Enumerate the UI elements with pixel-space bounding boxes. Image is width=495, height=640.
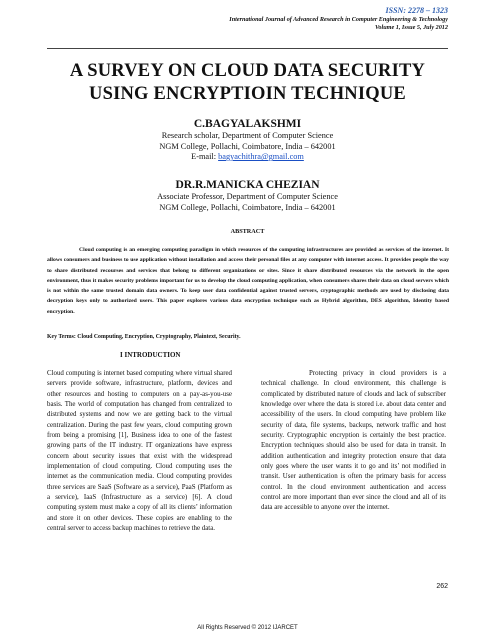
paper-title — [30, 60, 465, 106]
author-role: Associate Professor, Department of Computer Science — [157, 192, 338, 201]
journal-header — [229, 6, 448, 32]
journal-volume: Volume 1, Issue 5, July 2012 — [374, 24, 448, 31]
author-name: DR.R.MANICKA CHEZIAN — [175, 179, 320, 191]
left-column-paragraph: Cloud computing is internet based computing where virtual shared servers provide software, infrastructure, platform, devices and other resources and hosting to computers on a pay-as-you-use basis. The world of computation has changed from centralized to distributed systems and now we are getting back to the virtual centralization. During the past few years, cloud computing grown from being a promising [1], Business idea to one of the fastest growing parts of the IT industry. IT organizations have express concern about security issues that exist with the widespread implementation of cloud computing. Cloud computing uses the internet as the communication media. Cloud computing provides three services are SaaS (Software as a service), PaaS (Platform as a service), IaaS (Infrastructure as a service) [6]. A cloud computing system must make a copy of all its clients’ information and store it on other devices. These copies are enabling to the central server to access backup machines to retrieve the data. — [47, 370, 232, 533]
page-number: 262 — [436, 583, 448, 590]
email-label: E-mail: — [191, 152, 219, 162]
author-block-2 — [40, 178, 455, 213]
copyright-footer: All Rights Reserved © 2012 IJARCET — [197, 625, 298, 631]
abstract-text: Cloud computing is an emerging computing paradigm in which resources of the computing infrastructures are provided as services of the internet. It allows consumers and business to use application without installation and access their personal files at any computer with internet access. It provides people the way to share distributed recourses and services that belong to different organizations or sites. Since it share distributed resources via the network in the open environment, thus it makes security problems important for us to develop the cloud computing application, when consumers shares their data on cloud servers which is not within the same trusted domain data owners. To keep user data confidential against trusted servers, cryptographic methods are used by disclosing data decryption keys only to authorized users. This paper explores various data encryption technique such as Hybrid algorithm, DES algorithm, Identity based encryption. — [47, 247, 449, 315]
right-column — [261, 369, 446, 514]
author-affiliation: NGM College, Pollachi, Coimbatore, India – 642001 — [159, 202, 336, 212]
header-divider — [47, 48, 448, 49]
author-role: Research scholar, Department of Computer Science — [161, 131, 334, 140]
abstract-heading: ABSTRACT — [230, 228, 265, 235]
issn-label: ISSN: 2278 – 1323 — [385, 6, 448, 15]
author-block-1 — [40, 117, 455, 163]
journal-name: International Journal of Advanced Research in Computer Engineering & Technology — [229, 16, 448, 23]
title-line-2: USING ENCRYPTIOIN TECHNIQUE — [89, 84, 406, 104]
author-email-line — [40, 152, 455, 163]
section-heading: I INTRODUCTION — [120, 351, 181, 359]
left-column — [47, 369, 232, 535]
author-name: C.BAGYALAKSHMI — [193, 118, 302, 130]
key-terms: Key Terms: Cloud Computing, Encryption, Cryptography, Plaintext, Security. — [47, 334, 241, 340]
title-line-1: A SURVEY ON CLOUD DATA SECURITY — [69, 61, 426, 81]
author-affiliation: NGM College, Pollachi, Coimbatore, India – 642001 — [159, 141, 336, 151]
email-link[interactable]: bagyachithra@gmail.com — [218, 152, 304, 162]
right-column-paragraph: Protecting privacy in cloud providers is a technical challenge. In cloud environment, this challenge is complicated by distributed nature of clouds and lack of subscriber knowledge over where the data is stored i.e. about data center and accessibility of the users. In cloud computing have problem like security of data, file systems, backups, network traffic and host security. Cryptographic encryption is certainly the best practice. Encryption techniques should also be used for data in transit. In addition authentication and integrity protection ensure that data only goes where the user wants it to go and its’ not modified in transit. User authentication is often the primary basis for access control. In the cloud environment authentication and access control are more important than ever since the cloud and all of its data are accessible to anyone over the internet. — [261, 370, 446, 512]
